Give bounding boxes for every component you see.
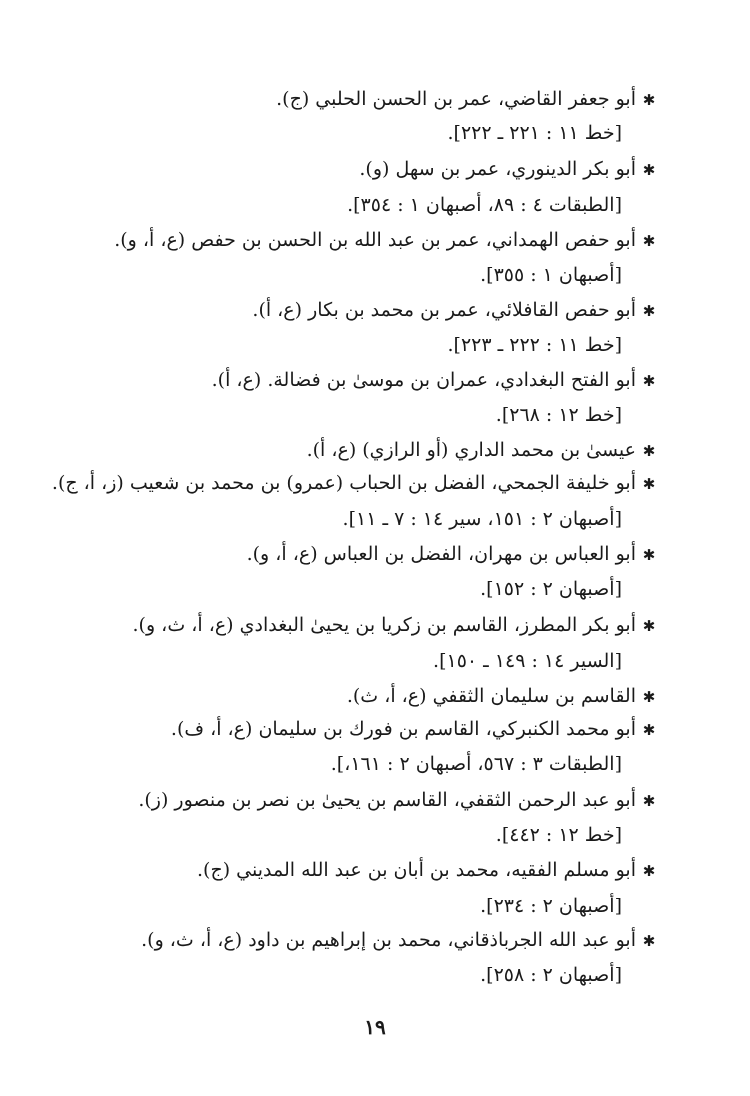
entry-7-line <box>52 470 658 498</box>
entry-4-line <box>252 297 658 325</box>
bullet-icon: ✱ <box>642 232 656 250</box>
entry-11-line <box>171 716 658 744</box>
bullet-icon: ✱ <box>642 862 656 880</box>
entry-3-reference: [أصبهان ١ : ٣٥٥]. <box>480 264 622 286</box>
entry-9-text: أبو بكر المطرز، القاسم بن زكريا بن يحيىٰ البغدادي (ع، أ، ث، و). <box>132 614 636 636</box>
entry-8-line <box>247 541 658 569</box>
bullet-icon: ✱ <box>642 721 656 739</box>
entry-9-reference: [السير ١٤ : ١٤٩ ـ ١٥٠]. <box>433 650 622 672</box>
entry-4-reference: [خط ١١ : ٢٢٢ ـ ٢٢٣]. <box>447 334 622 356</box>
entry-6-line <box>307 437 658 465</box>
entry-12-line <box>138 787 658 815</box>
entry-1-reference: [خط ١١ : ٢٢١ ـ ٢٢٢]. <box>447 122 622 144</box>
bullet-icon: ✱ <box>642 546 656 564</box>
bullet-icon: ✱ <box>642 372 656 390</box>
entry-8-text: أبو العباس بن مهران، الفضل بن العباس (ع، أ، و). <box>246 543 636 565</box>
entry-10-text: القاسم بن سليمان الثقفي (ع، أ، ث). <box>346 685 636 707</box>
bullet-icon: ✱ <box>642 161 656 179</box>
entry-11-reference: [الطبقات ٣ : ٥٦٧، أصبهان ٢ : ١٦١،]. <box>330 753 622 775</box>
bullet-icon: ✱ <box>642 932 656 950</box>
entry-11-text: أبو محمد الكنبركي، القاسم بن فورك بن سليمان (ع، أ، ف). <box>170 718 636 740</box>
bullet-icon: ✱ <box>642 617 656 635</box>
entry-5-line <box>212 367 658 395</box>
bullet-icon: ✱ <box>642 792 656 810</box>
bullet-icon: ✱ <box>642 475 656 493</box>
entry-7-reference: [أصبهان ٢ : ١٥١، سير ١٤ : ٧ ـ ١١]. <box>342 508 622 530</box>
entry-10-line <box>347 683 658 711</box>
entry-14-line <box>141 927 658 955</box>
entry-5-text: أبو الفتح البغدادي، عمران بن موسىٰ بن فضالة. (ع، أ). <box>211 369 636 391</box>
entry-2-line <box>359 156 658 184</box>
entry-12-reference: [خط ١٢ : ٤٤٢]. <box>495 824 622 846</box>
entry-1-text: أبو جعفر القاضي، عمر بن الحسن الحلبي (ج). <box>276 88 636 110</box>
entry-4-text: أبو حفص القافلائي، عمر بن محمد بن بكار (ع، أ). <box>252 299 636 321</box>
entry-14-reference: [أصبهان ٢ : ٢٥٨]. <box>480 964 622 986</box>
entry-3-text: أبو حفص الهمداني، عمر بن عبد الله بن الحسن بن حفص (ع، أ، و). <box>114 229 636 251</box>
entry-2-reference: [الطبقات ٤ : ٨٩، أصبهان ١ : ٣٥٤]. <box>347 194 622 216</box>
entry-8-reference: [أصبهان ٢ : ١٥٢]. <box>480 578 622 600</box>
entry-1-line <box>276 86 658 114</box>
entry-9-line <box>133 612 658 640</box>
bullet-icon: ✱ <box>642 442 656 460</box>
entry-14-text: أبو عبد الله الجرباذقاني، محمد بن إبراهيم بن داود (ع، أ، ث، و). <box>141 929 636 951</box>
entry-13-line <box>197 857 658 885</box>
entry-5-reference: [خط ١٢ : ٢٦٨]. <box>495 404 622 426</box>
entry-12-text: أبو عبد الرحمن الثقفي، القاسم بن يحيىٰ بن نصر بن منصور (ز). <box>138 789 636 811</box>
entry-7-text: أبو خليفة الجمحي، الفضل بن الحباب (عمرو) بن محمد بن شعيب (ز، أ، ج). <box>51 472 636 494</box>
page-number: ١٩ <box>364 1015 386 1039</box>
entry-6-text: عيسىٰ بن محمد الداري (أو الرازي) (ع، أ). <box>306 439 636 461</box>
entry-13-reference: [أصبهان ٢ : ٢٣٤]. <box>480 895 622 917</box>
bullet-icon: ✱ <box>642 91 656 109</box>
entry-3-line <box>114 227 658 255</box>
entry-13-text: أبو مسلم الفقيه، محمد بن أبان بن عبد الله المديني (ج). <box>197 859 636 881</box>
entry-2-text: أبو بكر الدينوري، عمر بن سهل (و). <box>359 158 636 180</box>
bullet-icon: ✱ <box>642 302 656 320</box>
bullet-icon: ✱ <box>642 688 656 706</box>
